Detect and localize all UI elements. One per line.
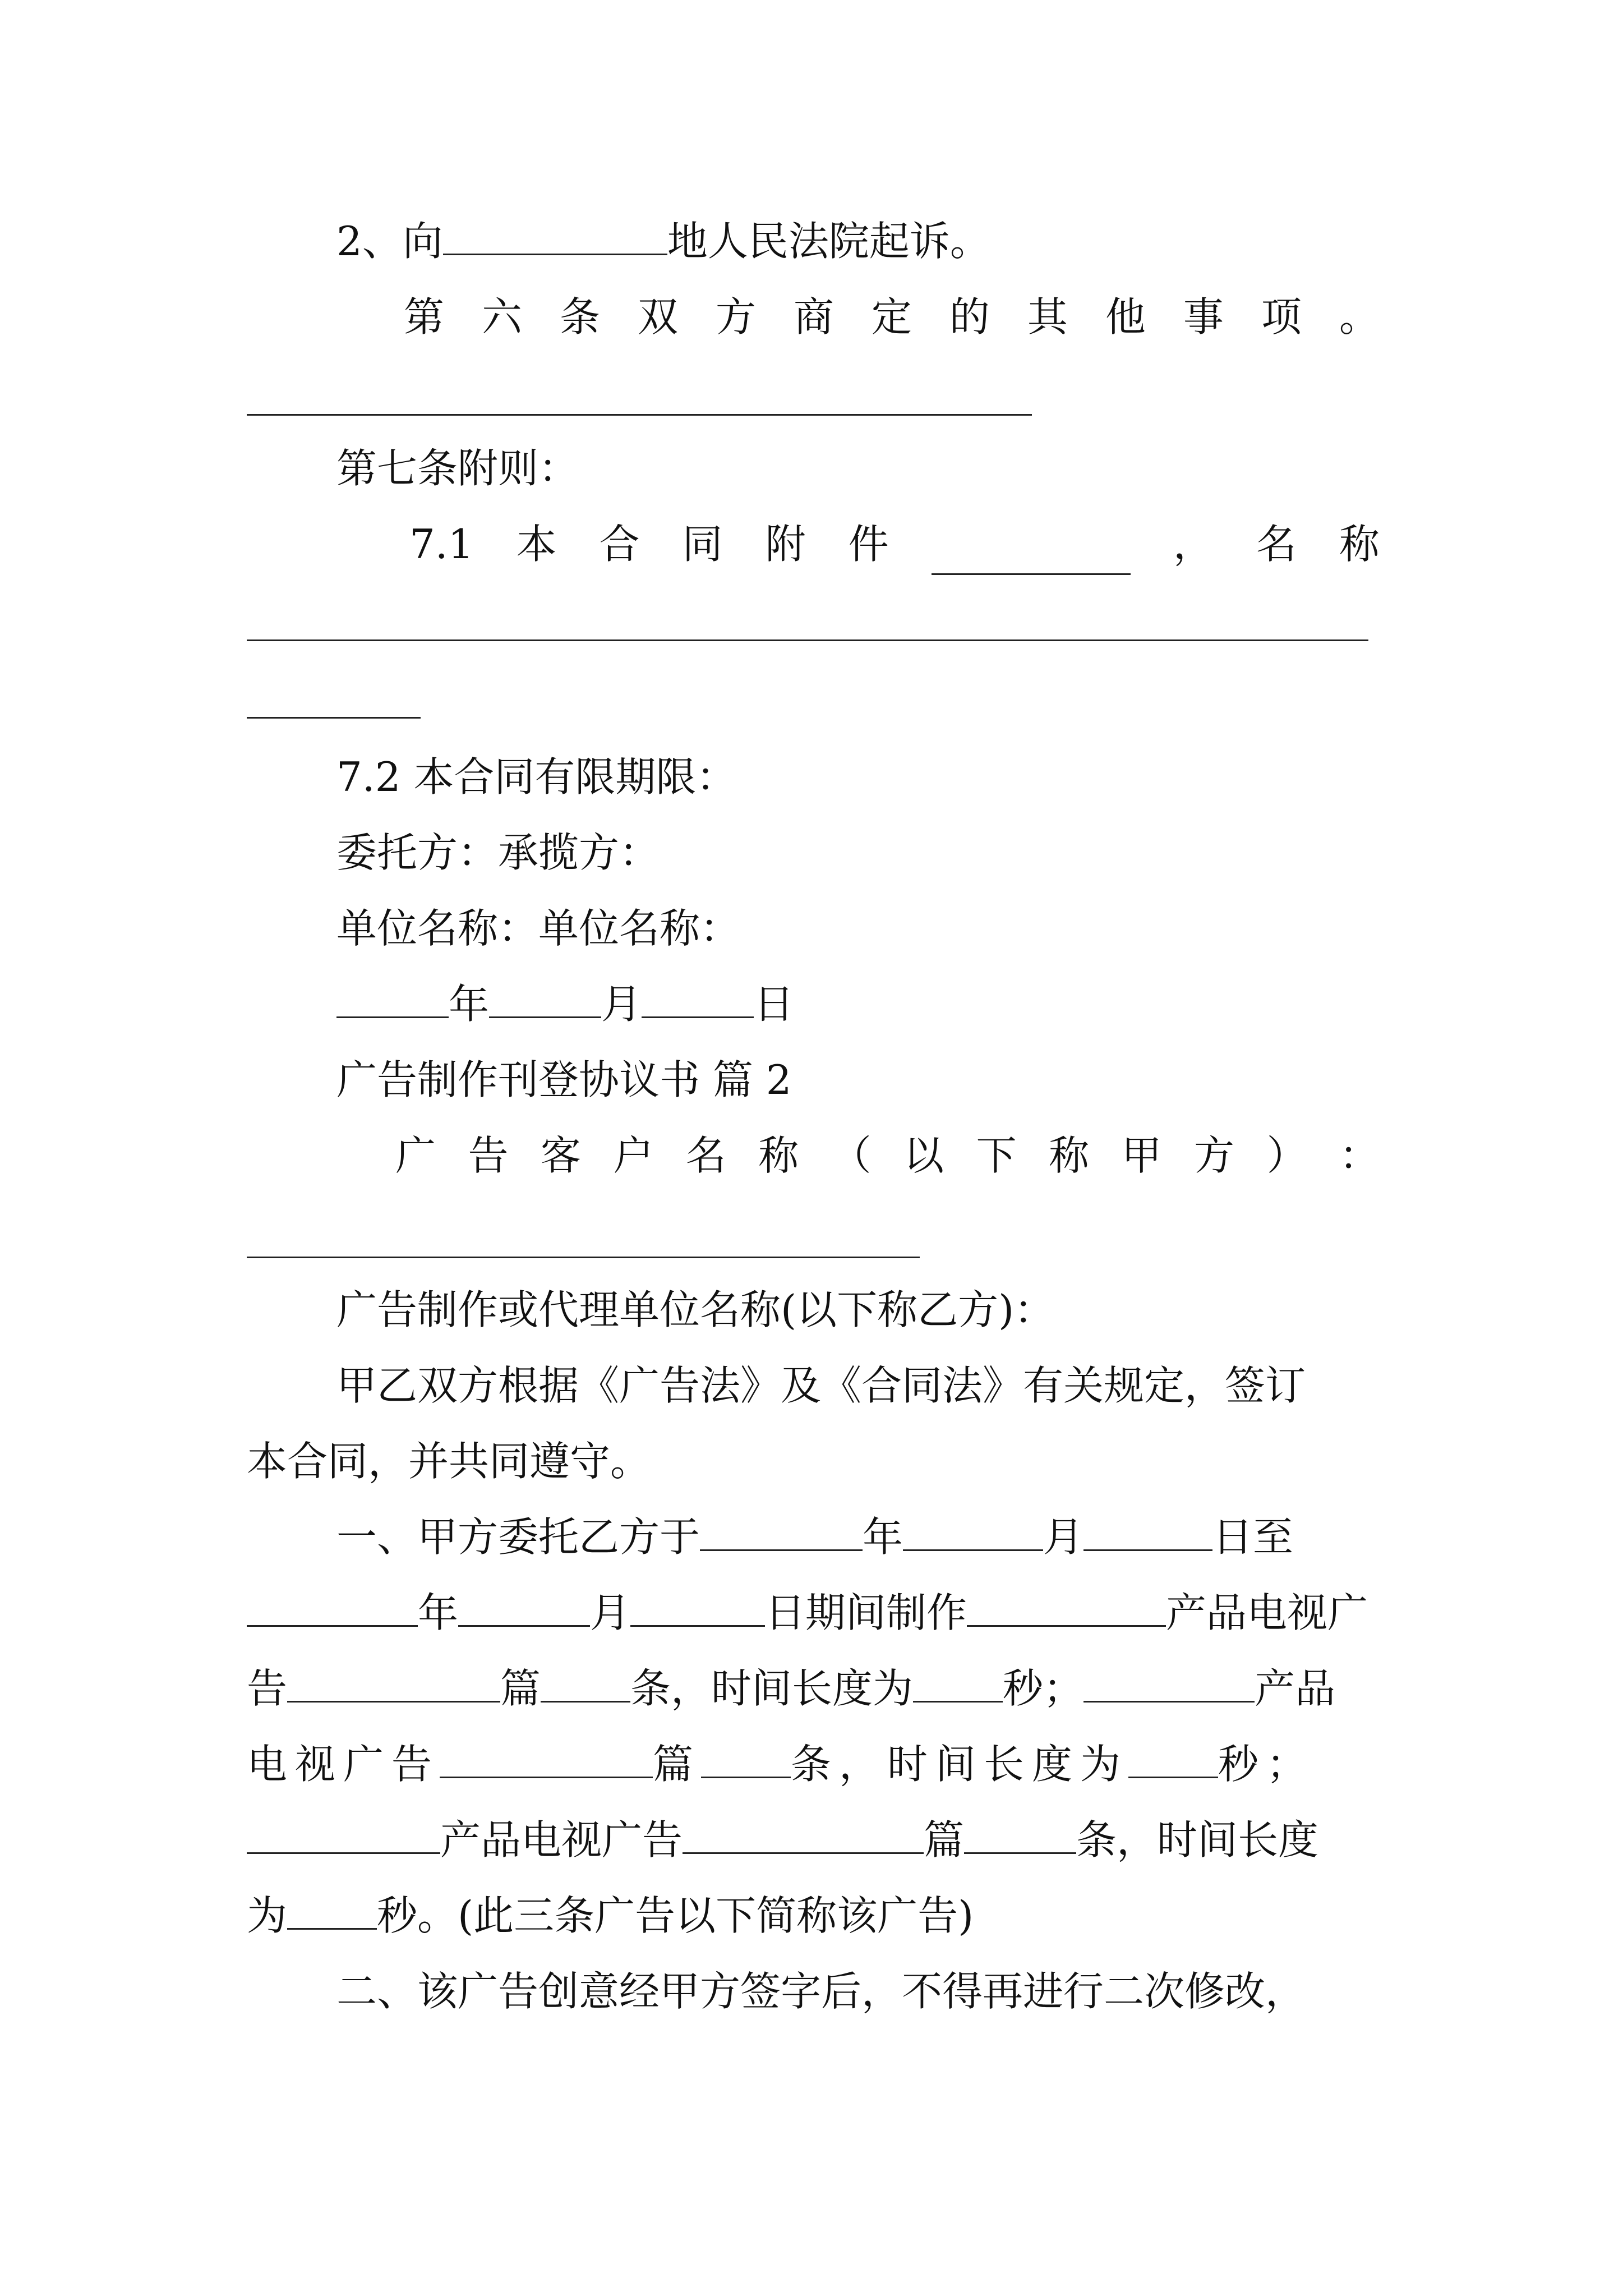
article-six-blank-rule <box>247 414 1032 416</box>
clause-one-line-4 <box>247 1733 1315 1795</box>
court-blank <box>443 219 667 255</box>
section-title: 广告制作刊登协议书 篇 2 <box>336 1056 792 1103</box>
agency-name-line: 广告制作或代理单位名称(以下称乙方)： <box>336 1286 1055 1333</box>
client-name-line <box>395 1125 1380 1186</box>
client-name-char: 以 <box>903 1132 944 1179</box>
client-name-char: 客 <box>540 1132 581 1179</box>
attachment-char: ， <box>1173 521 1214 568</box>
year-blank <box>700 1515 863 1551</box>
piece-label: 篇 <box>924 1816 965 1864</box>
month-blank <box>458 1590 590 1627</box>
client-name-char: ） <box>1266 1132 1307 1179</box>
clause-one-line-3 <box>247 1658 1335 1719</box>
items-blank <box>701 1742 791 1778</box>
court-clause-prefix: 2、向 <box>336 218 443 265</box>
attachment-blank <box>932 539 1131 575</box>
client-name-char: 名 <box>685 1132 726 1179</box>
year-blank <box>247 1590 418 1627</box>
parties-line: 委托方：承揽方： <box>336 829 660 876</box>
count-blank <box>287 1666 500 1703</box>
items-blank <box>964 1818 1076 1854</box>
piece-label: 篇 <box>500 1665 541 1712</box>
items-blank <box>541 1666 630 1703</box>
clause-one-line <box>336 1506 1293 1568</box>
period-text: 日期间制作 <box>765 1589 967 1636</box>
attachment-char: 称 <box>1339 521 1380 568</box>
client-name-char: 称 <box>758 1132 799 1179</box>
article-six-char: 六 <box>481 293 522 341</box>
length-text: 条，时间长度为 <box>630 1665 914 1712</box>
product-label: 产品 <box>1255 1665 1336 1712</box>
article-six-char: 定 <box>871 293 912 341</box>
seconds-label: 秒； <box>1218 1741 1315 1788</box>
attachment-char: 同 <box>682 521 723 568</box>
article-six-char: 商 <box>793 293 834 341</box>
client-name-char: 广 <box>395 1132 436 1179</box>
clause-two-line: 二、该广告创意经甲方签字后，不得再进行二次修改， <box>336 1968 1306 2015</box>
day-label: 日 <box>754 981 795 1028</box>
article-six-char: 条 <box>559 293 600 341</box>
day-blank <box>642 982 754 1018</box>
length-text: 条，时间长度为 <box>791 1741 1129 1788</box>
contract-basis-line-2: 本合同，并共同遵守。 <box>247 1438 651 1485</box>
month-blank <box>903 1515 1043 1551</box>
attachment-name-rule <box>247 639 1368 641</box>
article-six-char: 。 <box>1339 293 1380 341</box>
client-name-char: 甲 <box>1121 1132 1162 1179</box>
client-name-char: 户 <box>613 1132 654 1179</box>
attachment-num: 7.1 <box>409 521 474 568</box>
tv-ad-text: 电视广告 <box>247 1741 440 1788</box>
attachment-char: 件 <box>848 521 889 568</box>
article-six-heading <box>404 286 1380 348</box>
term-clause: 7.2 本合同有限期限： <box>336 753 737 800</box>
year-blank <box>336 982 449 1018</box>
piece-label: 篇 <box>653 1741 702 1788</box>
article-six-char: 项 <box>1261 293 1302 341</box>
seconds-blank <box>1128 1742 1218 1778</box>
attachment-char: 附 <box>765 521 806 568</box>
client-name-char: 告 <box>468 1132 509 1179</box>
month-label: 月 <box>590 1589 631 1636</box>
client-name-char: 下 <box>976 1132 1017 1179</box>
month-label: 月 <box>1043 1513 1084 1561</box>
seconds-blank <box>287 1893 377 1930</box>
client-name-char: 称 <box>1049 1132 1090 1179</box>
seconds-blank <box>913 1666 1003 1703</box>
tv-ad-text: 产品电视广告 <box>440 1816 683 1864</box>
seconds-label: 秒； <box>1003 1665 1084 1712</box>
court-clause-suffix: 地人民法院起诉。 <box>667 218 990 265</box>
unit-name-line: 单位名称：单位名称： <box>336 905 741 952</box>
contract-basis-line: 甲乙双方根据《广告法》及《合同法》有关规定，签订 <box>336 1362 1306 1409</box>
year-label: 年 <box>863 1513 903 1561</box>
year-label: 年 <box>449 981 490 1028</box>
clause-one-line-2 <box>247 1582 1368 1644</box>
article-six-char: 事 <box>1183 293 1224 341</box>
count-blank <box>683 1818 924 1854</box>
length-text: 条，时间长度 <box>1076 1816 1319 1864</box>
for-text: 为 <box>247 1892 288 1939</box>
date-line <box>336 973 794 1035</box>
attachment-name-rule-short <box>247 717 421 719</box>
count-blank <box>440 1742 653 1778</box>
month-blank <box>489 982 601 1018</box>
article-six-char: 他 <box>1105 293 1146 341</box>
client-name-char: （ <box>831 1132 872 1179</box>
clause-one-text: 一、甲方委托乙方于 <box>336 1513 700 1561</box>
ad-text: 告 <box>247 1665 288 1712</box>
client-name-rule <box>247 1257 920 1258</box>
seconds-note: 秒。(此三条广告以下简称该广告) <box>377 1892 974 1939</box>
client-name-char: 方 <box>1193 1132 1234 1179</box>
day-label: 日至 <box>1212 1513 1294 1561</box>
month-label: 月 <box>601 981 642 1028</box>
court-clause-line <box>336 210 990 272</box>
article-six-char: 方 <box>715 293 756 341</box>
product-blank <box>1083 1666 1255 1703</box>
product-blank <box>247 1818 440 1854</box>
article-six-char: 的 <box>949 293 990 341</box>
product-blank <box>967 1590 1166 1627</box>
article-seven-heading: 第七条附则： <box>336 445 579 492</box>
attachment-char: 合 <box>599 521 640 568</box>
day-blank <box>1083 1515 1212 1551</box>
year-label: 年 <box>418 1589 459 1636</box>
client-name-char: ： <box>1339 1132 1380 1179</box>
article-six-char: 其 <box>1027 293 1068 341</box>
product-text: 产品电视广 <box>1166 1589 1368 1636</box>
day-blank <box>630 1590 765 1627</box>
clause-one-line-5 <box>247 1809 1318 1871</box>
attachment-char: 本 <box>516 521 557 568</box>
attachment-char: 名 <box>1256 521 1297 568</box>
article-six-char: 双 <box>637 293 678 341</box>
article-six-char: 第 <box>404 293 445 341</box>
attachment-line <box>409 513 1380 575</box>
clause-one-line-6 <box>247 1885 974 1947</box>
